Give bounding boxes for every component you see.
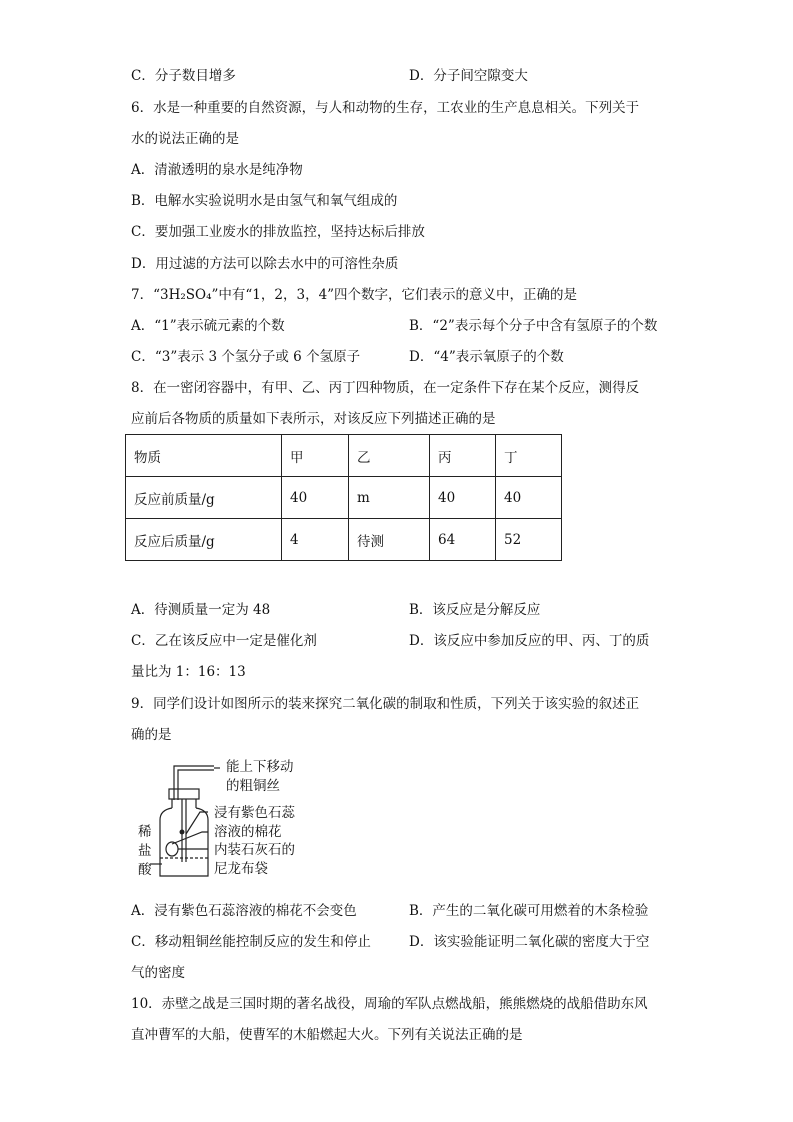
q5-option-c: C．分子数目增多: [131, 68, 236, 84]
table-cell: 40: [430, 477, 496, 519]
table-cell: 反应后质量/g: [126, 519, 282, 561]
q8-option-a: A．待测质量一定为 48: [131, 602, 271, 618]
table-cell: 待测: [349, 519, 430, 561]
table-header-cell: 丙: [430, 435, 496, 477]
acid-label-char2: 盐: [138, 843, 152, 859]
q8-stem-line1: 8．在一密闭容器中，有甲、乙、丙丁四种物质，在一定条件下存在某个反应，测得反: [131, 380, 640, 396]
q8-option-b: B．该反应是分解反应: [409, 602, 541, 618]
q9-option-a: A．浸有紫色石蕊溶液的棉花不会变色: [131, 903, 357, 919]
wire-label-line2: 的粗铜丝: [226, 778, 280, 794]
q6-stem-line2: 水的说法正确的是: [131, 131, 239, 147]
cotton-label-line1: 浸有紫色石蕊: [214, 805, 295, 821]
bag-label-line2: 尼龙布袋: [214, 861, 268, 877]
q10-stem-line1: 10．赤壁之战是三国时期的著名战役，周瑜的军队点燃战船，熊熊燃烧的战船借助东风: [131, 996, 648, 1012]
table-cell: m: [349, 477, 430, 519]
table-row: [126, 477, 562, 519]
table-cell: 52: [496, 519, 562, 561]
q10-stem-line2: 直冲曹军的大船，使曹军的木船燃起大火。下列有关说法正确的是: [131, 1027, 523, 1043]
mass-table: [125, 434, 562, 561]
table-row: [126, 519, 562, 561]
apparatus-figure: [128, 752, 328, 884]
table-cell: 反应前质量/g: [126, 477, 282, 519]
table-cell: 40: [282, 477, 349, 519]
table-header-cell: 物质: [126, 435, 282, 477]
q6-option-b: B．电解水实验说明水是由氢气和氧气组成的: [131, 193, 398, 209]
q7-option-a: A．“1”表示硫元素的个数: [131, 318, 285, 334]
q5-option-d: D．分子间空隙变大: [409, 68, 528, 84]
q7-option-d: D．“4”表示氧原子的个数: [409, 349, 564, 365]
acid-label-char3: 酸: [138, 862, 152, 878]
table-cell: 40: [496, 477, 562, 519]
q8-option-d: D．该反应中参加反应的甲、丙、丁的质: [409, 633, 650, 649]
table-header-cell: 乙: [349, 435, 430, 477]
acid-label-char1: 稀: [138, 824, 152, 840]
cotton-label-line2: 溶液的棉花: [214, 824, 282, 840]
table-cell: 64: [430, 519, 496, 561]
q7-option-b: B．“2”表示每个分子中含有氢原子的个数: [409, 318, 658, 334]
q6-option-a: A．清澈透明的泉水是纯净物: [131, 162, 303, 178]
bag-label-line1: 内装石灰石的: [214, 842, 295, 858]
q6-option-d: D．用过滤的方法可以除去水中的可溶性杂质: [131, 256, 399, 272]
q9-option-d: D．该实验能证明二氧化碳的密度大于空: [409, 934, 650, 950]
q7-stem: 7．“3H₂SO₄”中有“1，2，3，4”四个数字，它们表示的意义中，正确的是: [131, 287, 578, 303]
table-header-cell: 甲: [282, 435, 349, 477]
table-header-row: [126, 435, 562, 477]
table-header-cell: 丁: [496, 435, 562, 477]
q8-option-d-cont: 量比为 1：16：13: [131, 664, 246, 680]
q6-stem-line1: 6．水是一种重要的自然资源，与人和动物的生存，工农业的生产息息相关。下列关于: [131, 100, 640, 116]
q9-stem-line2: 确的是: [131, 727, 172, 743]
q7-option-c: C．“3”表示 3 个氢分子或 6 个氢原子: [131, 349, 361, 365]
q9-option-b: B．产生的二氧化碳可用燃着的木条检验: [409, 903, 649, 919]
q8-option-c: C．乙在该反应中一定是催化剂: [131, 633, 317, 649]
q9-option-d-cont: 气的密度: [131, 965, 185, 981]
q8-stem-line2: 应前后各物质的质量如下表所示，对该反应下列描述正确的是: [131, 411, 496, 427]
q9-stem-line1: 9．同学们设计如图所示的装来探究二氧化碳的制取和性质，下列关于该实验的叙述正: [131, 696, 640, 712]
table-cell: 4: [282, 519, 349, 561]
wire-label-line1: 能上下移动: [226, 759, 294, 775]
q6-option-c: C．要加强工业废水的排放监控，坚持达标后排放: [131, 224, 425, 240]
q9-option-c: C．移动粗铜丝能控制反应的发生和停止: [131, 934, 371, 950]
